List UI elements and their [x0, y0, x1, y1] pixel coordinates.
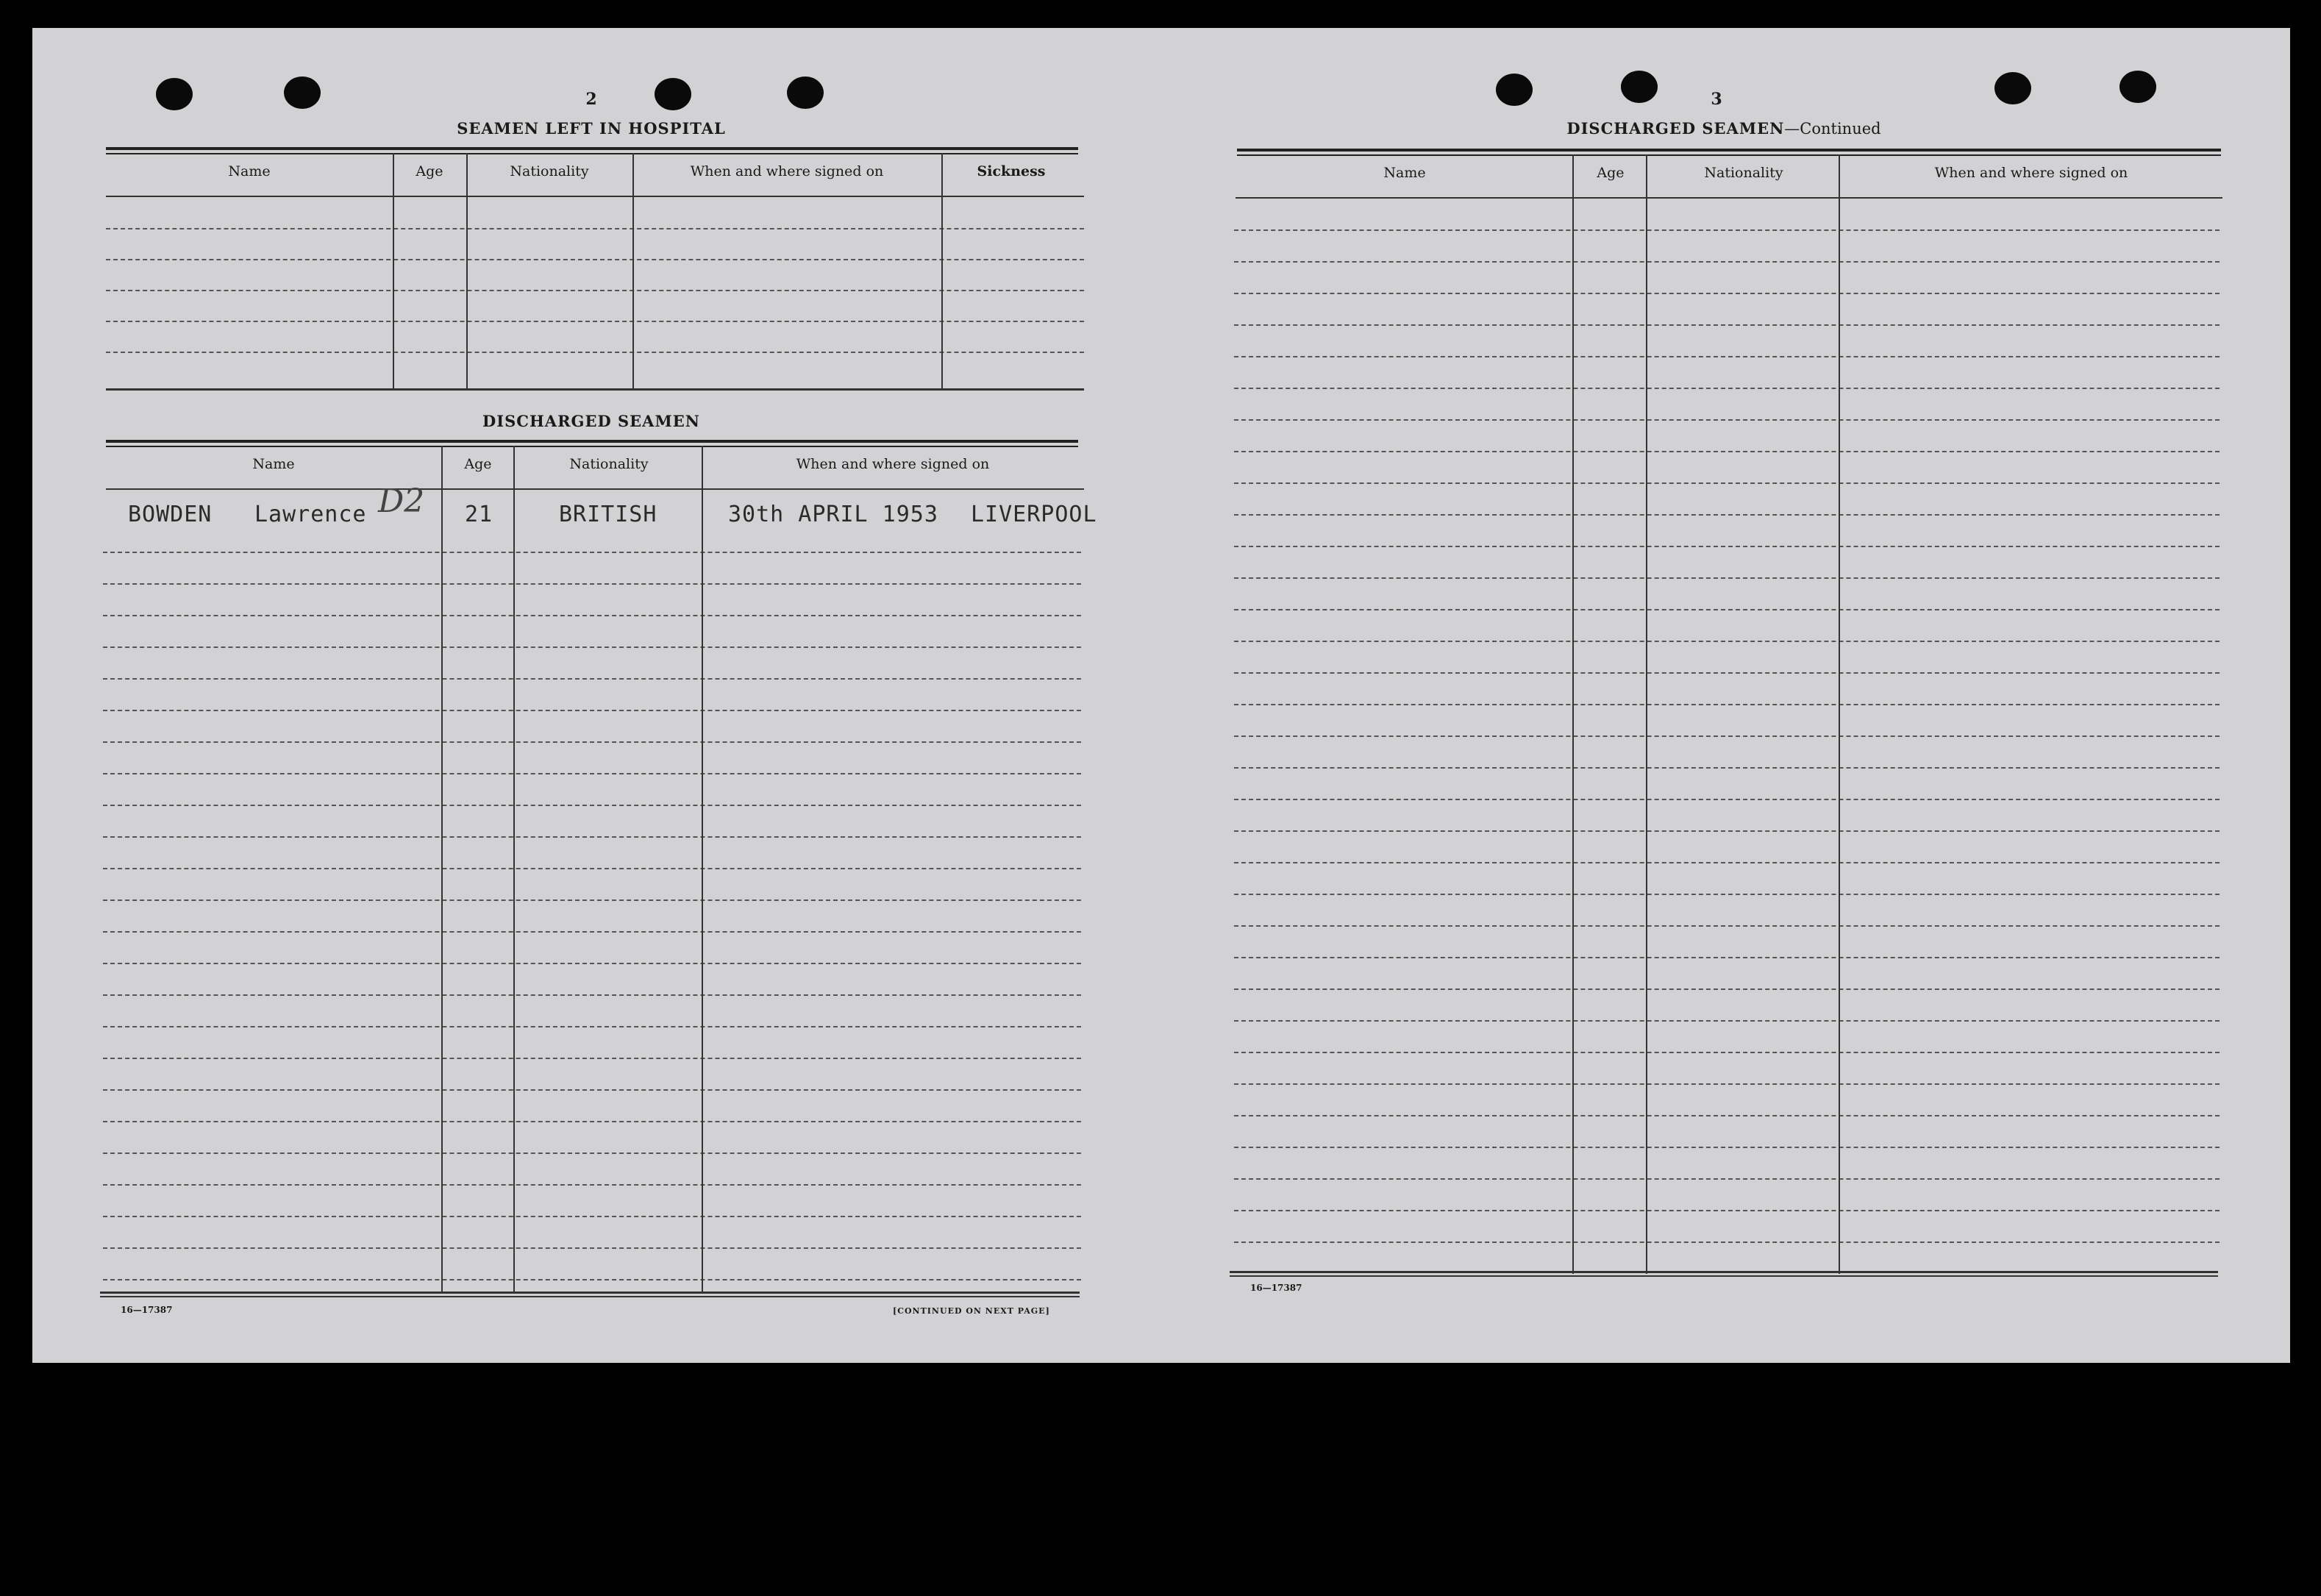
row-line [103, 741, 1081, 743]
row-line [1234, 577, 2220, 579]
column-divider [513, 446, 515, 1293]
row-line [1234, 229, 2220, 231]
row-line [1234, 1147, 2220, 1148]
punch-hole [655, 78, 691, 110]
row-line [103, 805, 1081, 806]
row-line [1234, 957, 2220, 958]
row-line [1234, 482, 2220, 484]
column-header-name: Name [252, 456, 295, 472]
table-top-rule [106, 153, 1078, 154]
column-header-age: Age [464, 456, 492, 472]
row-line [1234, 451, 2220, 452]
row-line [106, 290, 1084, 291]
entry-age: 21 [465, 502, 493, 527]
column-header-nationality: Nationality [569, 456, 649, 472]
row-line [103, 1058, 1081, 1059]
column-divider [1646, 154, 1647, 1274]
column-header-name: Name [228, 163, 271, 179]
row-line [1234, 324, 2220, 326]
row-line [1234, 1210, 2220, 1211]
row-line [106, 321, 1084, 322]
row-line [1234, 293, 2220, 294]
row-line [1234, 735, 2220, 737]
row-line [103, 1089, 1081, 1091]
column-header-nationality: Nationality [510, 163, 589, 179]
section-title-discharged: DISCHARGED SEAMEN [482, 412, 700, 430]
page-number: 2 [585, 90, 597, 109]
table-bottom-rule [1230, 1271, 2218, 1273]
table-top-rule [106, 446, 1078, 447]
row-line [1234, 1052, 2220, 1053]
entry-signed-on-place: LIVERPOOL [971, 502, 1097, 527]
column-divider [1572, 154, 1574, 1274]
row-line [103, 1216, 1081, 1217]
row-line [103, 1121, 1081, 1122]
header-underline [106, 488, 1084, 490]
column-header-age: Age [416, 163, 443, 179]
header-underline [106, 196, 1084, 197]
punch-hole [156, 78, 193, 110]
row-line [1234, 1178, 2220, 1180]
row-line [103, 836, 1081, 838]
row-line [103, 646, 1081, 648]
row-line [106, 259, 1084, 260]
section-title-text: DISCHARGED SEAMEN [1566, 119, 1785, 138]
form-number: 16—17387 [121, 1305, 173, 1315]
punch-hole [284, 76, 321, 109]
row-line [1234, 388, 2220, 389]
row-line [103, 1247, 1081, 1249]
row-line [1234, 1241, 2220, 1243]
row-line [1234, 672, 2220, 674]
row-line [103, 678, 1081, 680]
punch-hole [1496, 74, 1533, 106]
entry-surname: BOWDEN [128, 502, 213, 527]
table-bottom-rule [1230, 1275, 2218, 1277]
column-divider [702, 446, 703, 1293]
row-line [1234, 261, 2220, 263]
column-divider [466, 153, 468, 390]
row-line [103, 931, 1081, 933]
row-line [1234, 894, 2220, 895]
table-top-rule [106, 147, 1078, 150]
table-top-rule [106, 440, 1078, 443]
row-line [1234, 419, 2220, 421]
entry-signed-on-date: 30th APRIL 1953 [728, 502, 938, 527]
row-line [103, 773, 1081, 774]
row-line [103, 1153, 1081, 1154]
row-line [103, 552, 1081, 553]
row-line [1234, 925, 2220, 927]
column-divider [441, 446, 443, 1293]
row-line [103, 1279, 1081, 1280]
punch-hole [787, 76, 824, 109]
table-bottom-rule [100, 1292, 1080, 1294]
row-line [103, 994, 1081, 996]
row-line [103, 868, 1081, 869]
row-line [1234, 988, 2220, 990]
row-line [103, 1026, 1081, 1027]
row-line [106, 352, 1084, 353]
header-underline [1236, 197, 2222, 199]
entry-nationality: BRITISH [559, 502, 657, 527]
table-top-rule [1237, 149, 2221, 152]
row-line [1234, 356, 2220, 357]
row-line [1234, 767, 2220, 769]
row-line [1234, 514, 2220, 516]
column-divider [1839, 154, 1840, 1274]
column-header-nationality: Nationality [1704, 165, 1783, 181]
row-line [1234, 1083, 2220, 1085]
row-line [1234, 1115, 2220, 1116]
row-line [103, 899, 1081, 901]
section-title-discharged-continued [1496, 119, 1952, 138]
row-line [1234, 830, 2220, 832]
punch-hole [1994, 72, 2031, 104]
table-top-rule [1237, 154, 2221, 156]
column-divider [393, 153, 394, 390]
punch-hole [1621, 71, 1658, 103]
column-header-name: Name [1383, 165, 1426, 181]
continued-note: [CONTINUED ON NEXT PAGE] [893, 1306, 1050, 1316]
table-bottom-rule [100, 1296, 1080, 1297]
row-line [103, 710, 1081, 711]
row-line [103, 615, 1081, 616]
column-header-signed-on: When and where signed on [796, 456, 990, 472]
section-title-hospital: SEAMEN LEFT IN HOSPITAL [457, 119, 726, 138]
column-header-sickness: Sickness [977, 163, 1046, 179]
row-line [103, 963, 1081, 964]
form-number: 16—17387 [1250, 1283, 1302, 1293]
row-line [103, 583, 1081, 585]
handwritten-annotation: D2 [378, 482, 425, 520]
row-line [1234, 641, 2220, 642]
row-line [1234, 862, 2220, 863]
punch-hole [2119, 71, 2156, 103]
row-line [106, 228, 1084, 229]
page-number: 3 [1711, 90, 1722, 109]
row-line [1234, 1020, 2220, 1022]
row-line [1234, 609, 2220, 610]
table-bottom-rule [106, 388, 1084, 391]
row-line [1234, 799, 2220, 800]
column-header-age: Age [1597, 165, 1625, 181]
row-line [103, 1184, 1081, 1186]
section-title-suffix: —Continued [1784, 120, 1881, 138]
entry-given-name: Lawrence [254, 502, 367, 527]
column-divider [632, 153, 634, 390]
column-divider [941, 153, 943, 390]
row-line [1234, 704, 2220, 705]
document-sheet [32, 28, 2290, 1363]
column-header-signed-on: When and where signed on [1934, 165, 2128, 181]
column-header-signed-on: When and where signed on [690, 163, 884, 179]
row-line [1234, 546, 2220, 547]
